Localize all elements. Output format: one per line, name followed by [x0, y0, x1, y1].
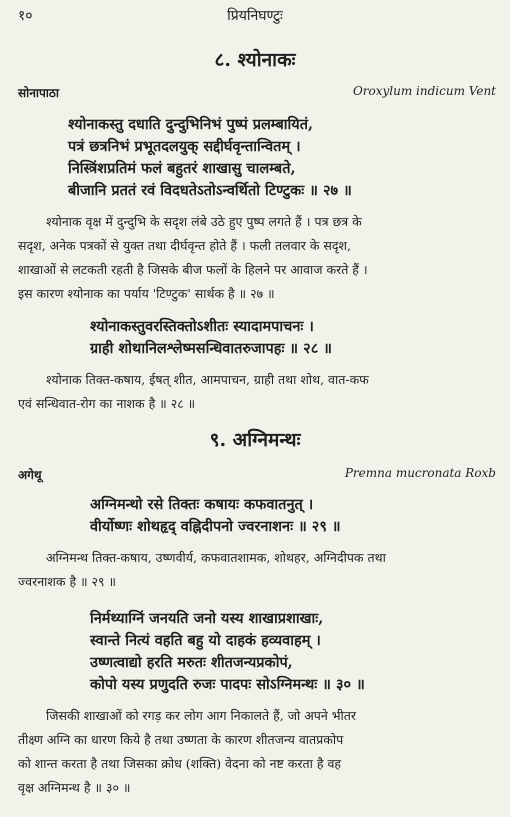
- commentary-block: [18, 368, 496, 416]
- verse-line: बीजानि प्रततं रवं विदधतेऽतोऽन्वर्थितो टिण्टुकः ॥ २७ ॥: [68, 182, 352, 199]
- verse-block: [90, 316, 500, 360]
- verse-line: निर्मथ्याग्निं जनयति जनो यस्य शाखाप्रशाखाः,: [90, 610, 324, 627]
- verse-line: उष्णत्वाद्यो हरति मरुतः शीतजन्यप्रकोपं,: [90, 654, 293, 671]
- running-title: प्रियनिघण्टुः: [227, 8, 283, 24]
- commentary-line: सदृश, अनेक पत्रकों से युक्त तथा दीर्घवृन्त होते हैं । फली तलवार के सदृश,: [18, 238, 351, 253]
- commentary-line: इस कारण श्योनाक का पर्याय 'टिण्टुक' सार्थक है ॥ २७ ॥: [18, 286, 275, 301]
- commentary-line: श्योनाक तिक्त-कषाय, ईषत् शीत, आमपाचन, ग्राही तथा शोथ, वात-कफ: [46, 372, 369, 387]
- commentary-block: [18, 704, 496, 800]
- verse-block: [68, 114, 500, 202]
- verse-line: निस्त्रिंशप्रतिमं फलं बहुतरं शाखासु चालम्बते,: [68, 160, 296, 177]
- verse-block: [90, 494, 500, 538]
- botanical-name: Oroxylum indicum Vent: [352, 84, 496, 98]
- verse-line: स्वान्ते नित्यं वहति बहु यो दाहकं हव्यवाहम् ।: [90, 632, 321, 649]
- names-row: [18, 84, 496, 102]
- commentary-line: को शान्त करता है तथा जिसका क्रोध (शक्ति) वेदना को नष्ट करता है वह: [18, 756, 342, 771]
- page-number: १०: [18, 8, 33, 24]
- commentary-block: [18, 210, 496, 306]
- verse-line: अग्निमन्थो रसे तिक्तः कषायः कफवातनुत् ।: [90, 496, 314, 513]
- commentary-line: तीक्ष्ण अग्नि का धारण किये है तथा उष्णता के कारण शीतजन्य वातप्रकोप: [18, 732, 344, 747]
- verse-block: [90, 608, 500, 696]
- commentary-block: [18, 546, 496, 594]
- section-heading: ९. अग्निमन्थः: [209, 429, 301, 451]
- botanical-name: Premna mucronata Roxb: [344, 466, 496, 480]
- verse-line: श्योनाकस्तुवरस्तिक्तोऽशीतः स्यादामपाचनः ।: [90, 318, 314, 335]
- commentary-line: जिसकी शाखाओं को रगड़ कर लोग आग निकालते हैं, जो अपने भीतर: [46, 708, 357, 723]
- names-row: [18, 466, 496, 484]
- commentary-line: अग्निमन्थ तिक्त-कषाय, उष्णवीर्य, कफवातशामक, शोथहर, अग्निदीपक तथा: [46, 550, 386, 565]
- commentary-line: शाखाओं से लटकती रहती है जिसके बीज फलों के हिलने पर आवाज करते हैं ।: [18, 262, 368, 277]
- verse-line: ग्राही शोथानिलश्लेष्मसन्धिवातरुजापहः ॥ २८ ॥: [90, 340, 332, 357]
- page-header: [14, 6, 496, 26]
- commentary-line: ज्वरनाशक है ॥ २९ ॥: [18, 574, 116, 589]
- verse-line: कोपो यस्य प्रणुदति रुजः पादपः सोऽग्निमन्थः ॥ ३० ॥: [90, 676, 365, 693]
- commentary-line: श्योनाक वृक्ष में दुन्दुभि के सदृश लंबे उठे हुए पुष्प लगते हैं । पत्र छत्र के: [46, 214, 362, 229]
- local-name: अगेथू: [18, 468, 42, 482]
- section-heading: ८. श्योनाकः: [214, 49, 296, 71]
- verse-line: पत्रं छत्रनिभं प्रभूतदलयुक् सद्दीर्घवृन्तान्वितम् ।: [68, 138, 301, 155]
- commentary-line: वृक्ष अग्निमन्थ है ॥ ३० ॥: [18, 780, 131, 795]
- verse-line: वीर्योष्णः शोथहृद् वह्निदीपनो ज्वरनाशनः ॥ २९ ॥: [90, 518, 341, 535]
- local-name: सोनापाठा: [18, 86, 59, 100]
- verse-line: श्योनाकस्तु दधाति दुन्दुभिनिभं पुष्पं प्रलम्बायितं,: [68, 116, 314, 133]
- commentary-line: एवं सन्धिवात-रोग का नाशक है ॥ २८ ॥: [18, 396, 196, 411]
